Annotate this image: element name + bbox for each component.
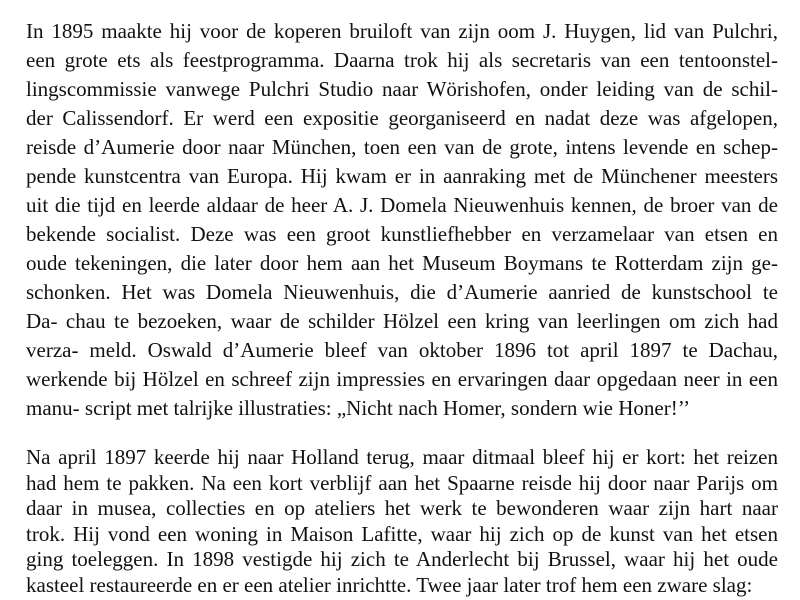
text-line: ging toeleggen. In 1898 vestigde hij zich te Anderlecht bij Brussel, waar hij het oude bbox=[26, 547, 778, 571]
text-line: uit die tijd en leerde aldaar de heer A. J. Domela Nieuwenhuis kennen, de broer van de bbox=[26, 193, 778, 217]
text-line: Da- chau te bezoeken, waar de schilder Hölzel een kring van leerlingen om zich had bbox=[26, 309, 778, 333]
text-line: daar in musea, collecties en op ateliers het werk te bewonderen waar zijn hart naar bbox=[26, 496, 778, 520]
text-line: had hem te pakken. Na een kort verblijf aan het Spaarne reisde hij door naar Parijs om bbox=[26, 470, 778, 495]
text-line: werkende bij Hölzel en schreef zijn impressies en ervaringen daar opgedaan neer in een bbox=[26, 367, 778, 391]
text-line: lingscommissie vanwege Pulchri Studio naar Wörishofen, onder leiding van de schil- bbox=[26, 77, 778, 101]
text-line: een grote ets als feestprogramma. Daarna trok hij als secretaris van een tentoonstel- bbox=[26, 48, 778, 72]
text-line: verza- meld. Oswald d’Aumerie bleef van oktober 1896 tot april 1897 te Dachau, bbox=[26, 338, 778, 362]
text-line: schonken. Het was Domela Nieuwenhuis, die d’Aumerie aanried de kunstschool te bbox=[26, 280, 778, 304]
text-line: der Calissendorf. Er werd een expositie georganiseerd en nadat deze was afgelopen, bbox=[26, 106, 778, 130]
text-line: oude tekeningen, die later door hem aan het Museum Boymans te Rotterdam zijn ge- bbox=[26, 251, 778, 275]
text-line: manu- script met talrijke illustraties: „Nicht nach Homer, sondern wie Honer!’’ bbox=[26, 396, 691, 420]
text-line: bekende socialist. Deze was een groot kunstliefhebber en verzamelaar van etsen en bbox=[26, 222, 778, 246]
text-line: kasteel restaureerde en er een atelier inrichtte. Twee jaar later trof hem een zware slag: bbox=[26, 572, 753, 597]
text-line: reisde d’Aumerie door naar München, toen een van de grote, intens levende en schep- bbox=[26, 135, 778, 159]
text-line: In 1895 maakte hij voor de koperen bruiloft van zijn oom J. Huygen, lid van Pulchri, bbox=[26, 19, 778, 43]
text-line: trok. Hij vond een woning in Maison Lafitte, waar hij zich op de kunst van het etsen bbox=[26, 521, 778, 546]
text-line: Na april 1897 keerde hij naar Holland terug, maar ditmaal bleef hij er kort: het reizen bbox=[26, 445, 778, 469]
text-line: pende kunstcentra van Europa. Hij kwam er in aanraking met de Münchener meesters bbox=[26, 164, 778, 188]
